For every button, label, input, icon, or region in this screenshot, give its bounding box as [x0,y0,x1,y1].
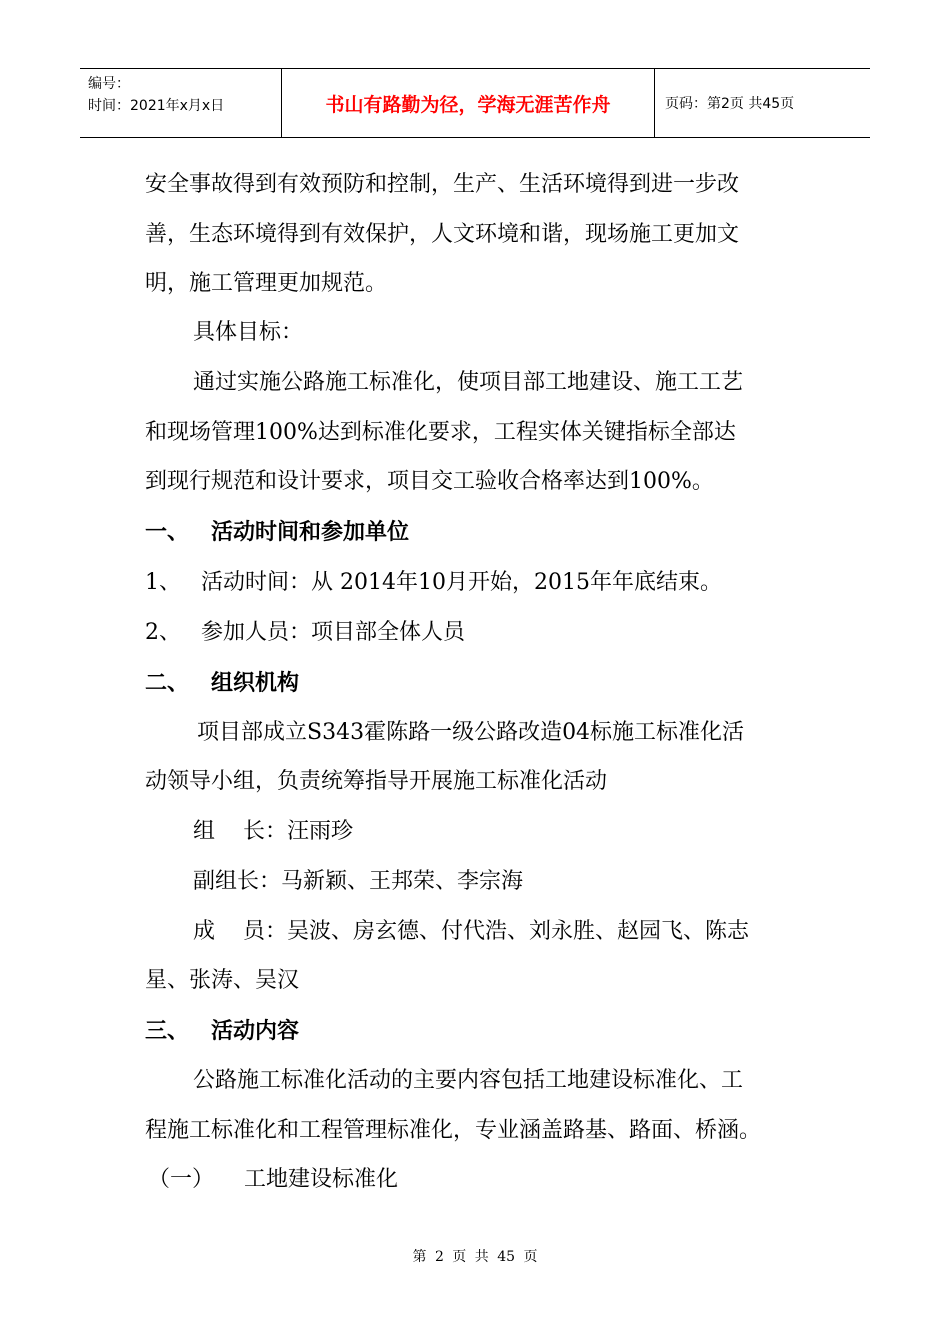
section-heading-1 [145,518,409,548]
body-line: 到现行规范和设计要求，项目交工验收合格率达到100%。 [145,469,714,494]
subsection-number: （一） [148,1167,215,1192]
section-number: 二、 [145,671,190,696]
body-line: 明，施工管理更加规范。 [145,271,388,296]
list-item-text: 活动时间：从 2014年10月开始，2015年年底结束。 [201,570,722,595]
body-line: 星、张涛、吴汉 [145,968,300,993]
body-line: 和现场管理100%达到标准化要求，工程实体关键指标全部达 [145,420,736,445]
document-number-label: 编号： [88,76,130,92]
body-line: 项目部成立S343霍陈路一级公路改造04标施工标准化活 [197,720,745,745]
body-line: 组 长：汪雨珍 [193,819,353,844]
section-heading-2 [145,669,299,699]
body-line: 公路施工标准化活动的主要内容包括工地建设标准化、工 [193,1068,744,1093]
section-number: 一、 [145,520,190,545]
body-line: 通过实施公路施工标准化，使项目部工地建设、施工工艺 [193,370,744,395]
section-number: 三、 [145,1019,190,1044]
body-line: 副组长：马新颖、王邦荣、李宗海 [193,869,524,894]
subsection-heading [148,1165,398,1195]
header-motto: 书山有路勤为径，学海无涯苦作舟 [282,69,655,137]
body-line: 安全事故得到有效预防和控制，生产、生活环境得到进一步改 [145,172,740,197]
list-item [145,568,722,598]
section-title: 活动内容 [211,1019,300,1044]
body-line: 成 员：吴波、房玄德、付代浩、刘永胜、赵园飞、陈志 [193,919,749,944]
list-item-number: 1、 [145,570,181,595]
header-meta [80,69,282,137]
page-header [80,68,870,138]
section-heading-3 [145,1017,299,1047]
page-footer: 第 2 页 共 45 页 [412,1249,538,1265]
body-line: 具体目标： [193,320,304,345]
list-item-text: 参加人员：项目部全体人员 [201,620,466,645]
section-title: 活动时间和参加单位 [211,520,410,545]
list-item [145,618,465,648]
body-line: 善，生态环境得到有效保护，人文环境和谐，现场施工更加文 [145,222,740,247]
list-item-number: 2、 [145,620,181,645]
document-date: 时间：2021年x月x日 [88,98,225,114]
body-line: 动领导小组，负责统筹指导开展施工标准化活动 [145,769,608,794]
body-line: 程施工标准化和工程管理标准化，专业涵盖路基、路面、桥涵。 [145,1118,762,1143]
header-page-info: 页码：第2页 共45页 [665,96,795,112]
section-title: 组织机构 [211,671,300,696]
subsection-title: 工地建设标准化 [244,1167,399,1192]
